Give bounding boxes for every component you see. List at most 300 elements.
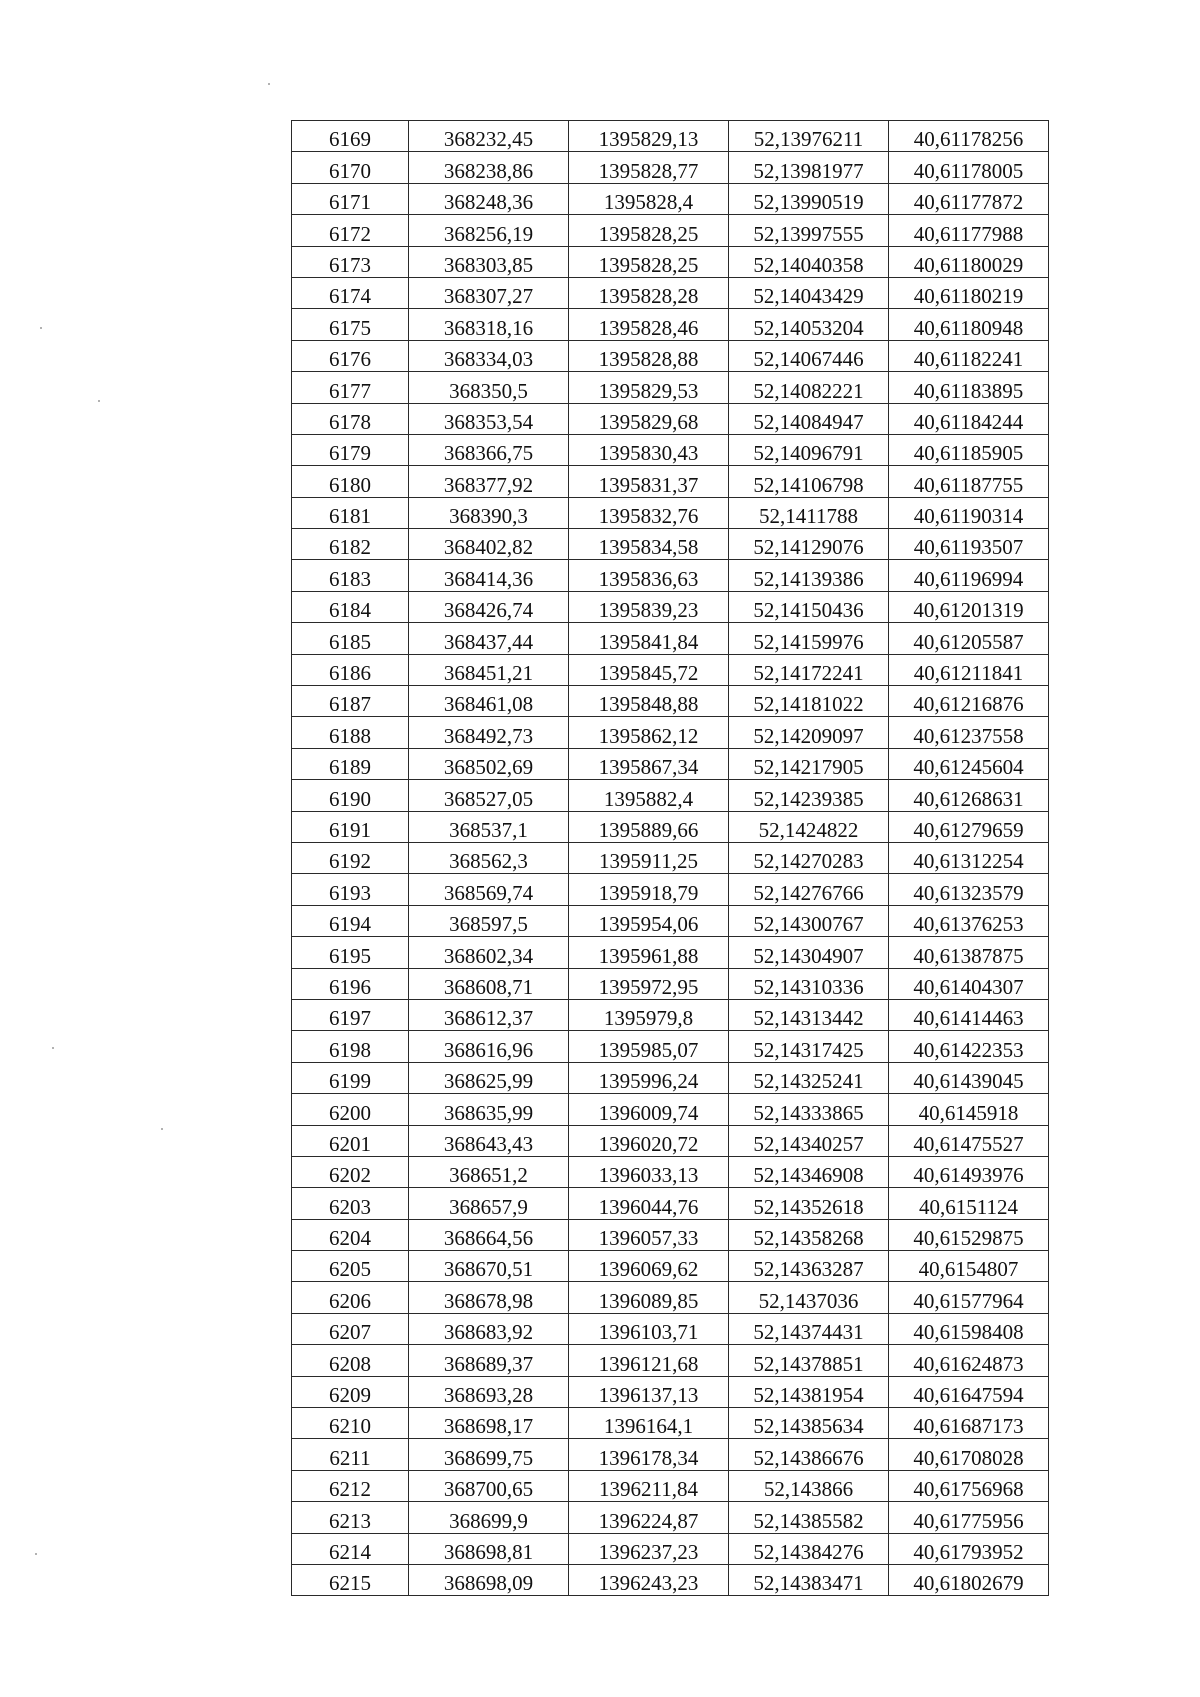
x-coordinate-cell <box>409 466 569 497</box>
y-coordinate-cell <box>569 780 729 811</box>
x-coordinate-cell <box>409 842 569 873</box>
cell-text: 1395831,37 <box>598 472 699 497</box>
x-coordinate-cell <box>409 748 569 779</box>
latitude-cell <box>729 1219 889 1250</box>
cell-text: 6194 <box>329 912 371 937</box>
cell-text: 40,61211841 <box>913 661 1024 686</box>
latitude-cell <box>729 1156 889 1187</box>
point-number-cell <box>292 1470 409 1501</box>
longitude-cell <box>889 1502 1049 1533</box>
y-coordinate-cell <box>569 1408 729 1439</box>
cell-text: 368303,85 <box>443 252 534 277</box>
y-coordinate-cell <box>569 497 729 528</box>
table-row <box>292 968 1049 999</box>
cell-text: 6169 <box>329 127 371 152</box>
cell-text: 52,14150436 <box>753 598 864 623</box>
table-row <box>292 372 1049 403</box>
longitude-cell <box>889 1125 1049 1156</box>
table-row <box>292 937 1049 968</box>
y-coordinate-cell <box>569 623 729 654</box>
y-coordinate-cell <box>569 1219 729 1250</box>
x-coordinate-cell <box>409 183 569 214</box>
scan-speck <box>268 83 270 85</box>
table-row <box>292 1345 1049 1376</box>
table-row <box>292 1282 1049 1313</box>
scan-speck <box>40 327 42 329</box>
point-number-cell <box>292 121 409 152</box>
cell-text: 368232,45 <box>443 127 534 152</box>
x-coordinate-cell <box>409 1345 569 1376</box>
cell-text: 368414,36 <box>443 566 534 591</box>
cell-text: 1395836,63 <box>598 566 699 591</box>
cell-text: 368657,9 <box>449 1194 528 1219</box>
x-coordinate-cell <box>409 1502 569 1533</box>
cell-text: 6208 <box>329 1351 371 1376</box>
x-coordinate-cell <box>409 1408 569 1439</box>
cell-text: 52,14358268 <box>753 1226 864 1251</box>
latitude-cell <box>729 560 889 591</box>
cell-text: 368366,75 <box>443 441 534 466</box>
cell-text: 6215 <box>329 1571 371 1596</box>
cell-text: 368377,92 <box>443 472 534 497</box>
y-coordinate-cell <box>569 560 729 591</box>
x-coordinate-cell <box>409 717 569 748</box>
longitude-cell <box>889 403 1049 434</box>
x-coordinate-cell <box>409 1470 569 1501</box>
cell-text: 368625,99 <box>443 1069 534 1094</box>
cell-text: 1395985,07 <box>598 1037 699 1062</box>
table-row <box>292 748 1049 779</box>
longitude-cell <box>889 183 1049 214</box>
cell-text: 368678,98 <box>443 1288 534 1313</box>
longitude-cell <box>889 1251 1049 1282</box>
cell-text: 40,61376253 <box>913 912 1024 937</box>
cell-text: 368683,92 <box>443 1320 534 1345</box>
point-number-cell <box>292 403 409 434</box>
cell-text: 6200 <box>329 1100 371 1125</box>
y-coordinate-cell <box>569 1439 729 1470</box>
cell-text: 368238,86 <box>443 158 534 183</box>
cell-text: 6207 <box>329 1320 371 1345</box>
cell-text: 52,1411788 <box>759 504 858 529</box>
cell-text: 40,61180948 <box>913 315 1024 340</box>
y-coordinate-cell <box>569 215 729 246</box>
cell-text: 368569,74 <box>443 880 534 905</box>
point-number-cell <box>292 277 409 308</box>
longitude-cell <box>889 121 1049 152</box>
cell-text: 1396103,71 <box>598 1320 699 1345</box>
cell-text: 368350,5 <box>449 378 528 403</box>
cell-text: 52,14384276 <box>753 1539 864 1564</box>
cell-text: 40,61802679 <box>913 1571 1024 1596</box>
cell-text: 40,61205587 <box>913 629 1024 654</box>
table-row <box>292 717 1049 748</box>
point-number-cell <box>292 905 409 936</box>
point-number-cell <box>292 340 409 371</box>
table-row <box>292 811 1049 842</box>
longitude-cell <box>889 340 1049 371</box>
y-coordinate-cell <box>569 121 729 152</box>
cell-text: 1395829,13 <box>598 127 699 152</box>
cell-text: 368527,05 <box>443 786 534 811</box>
cell-text: 1395828,28 <box>598 284 699 309</box>
y-coordinate-cell <box>569 309 729 340</box>
point-number-cell <box>292 1376 409 1407</box>
cell-text: 1395972,95 <box>598 974 699 999</box>
y-coordinate-cell <box>569 403 729 434</box>
table-row <box>292 874 1049 905</box>
longitude-cell <box>889 999 1049 1030</box>
cell-text: 6175 <box>329 315 371 340</box>
longitude-cell <box>889 623 1049 654</box>
cell-text: 52,13997555 <box>753 221 864 246</box>
cell-text: 6210 <box>329 1414 371 1439</box>
cell-text: 6197 <box>329 1006 371 1031</box>
cell-text: 52,14346908 <box>753 1163 864 1188</box>
point-number-cell <box>292 1188 409 1219</box>
cell-text: 368698,09 <box>443 1571 534 1596</box>
point-number-cell <box>292 686 409 717</box>
cell-text: 52,14067446 <box>753 347 864 372</box>
cell-text: 1395889,66 <box>598 817 699 842</box>
latitude-cell <box>729 1094 889 1125</box>
x-coordinate-cell <box>409 560 569 591</box>
latitude-cell <box>729 654 889 685</box>
cell-text: 40,61323579 <box>913 880 1024 905</box>
x-coordinate-cell <box>409 591 569 622</box>
x-coordinate-cell <box>409 905 569 936</box>
table-row <box>292 1564 1049 1595</box>
latitude-cell <box>729 215 889 246</box>
cell-text: 40,61493976 <box>913 1163 1024 1188</box>
cell-text: 6186 <box>329 661 371 686</box>
cell-text: 6187 <box>329 692 371 717</box>
cell-text: 1396057,33 <box>598 1226 699 1251</box>
y-coordinate-cell <box>569 717 729 748</box>
latitude-cell <box>729 1282 889 1313</box>
cell-text: 6176 <box>329 347 371 372</box>
point-number-cell <box>292 874 409 905</box>
latitude-cell <box>729 968 889 999</box>
coordinates-table-body <box>292 121 1049 1596</box>
cell-text: 52,143866 <box>763 1477 854 1502</box>
table-row <box>292 591 1049 622</box>
latitude-cell <box>729 466 889 497</box>
cell-text: 1395828,4 <box>603 190 694 215</box>
cell-text: 40,61268631 <box>913 786 1024 811</box>
x-coordinate-cell <box>409 1376 569 1407</box>
cell-text: 6214 <box>329 1539 371 1564</box>
point-number-cell <box>292 1439 409 1470</box>
cell-text: 52,14270283 <box>753 849 864 874</box>
point-number-cell <box>292 591 409 622</box>
cell-text: 52,1437036 <box>758 1288 859 1313</box>
cell-text: 368248,36 <box>443 190 534 215</box>
cell-text: 40,61216876 <box>913 692 1024 717</box>
x-coordinate-cell <box>409 874 569 905</box>
cell-text: 1395834,58 <box>598 535 699 560</box>
cell-text: 6192 <box>329 849 371 874</box>
x-coordinate-cell <box>409 215 569 246</box>
cell-text: 1396178,34 <box>598 1445 699 1470</box>
cell-text: 1395996,24 <box>598 1069 699 1094</box>
cell-text: 1395862,12 <box>598 723 699 748</box>
cell-text: 1395918,79 <box>598 880 699 905</box>
table-row <box>292 905 1049 936</box>
table-row <box>292 999 1049 1030</box>
latitude-cell <box>729 183 889 214</box>
cell-text: 368635,99 <box>443 1100 534 1125</box>
point-number-cell <box>292 1345 409 1376</box>
longitude-cell <box>889 309 1049 340</box>
cell-text: 6174 <box>329 284 371 309</box>
y-coordinate-cell <box>569 183 729 214</box>
cell-text: 40,61177872 <box>913 190 1024 215</box>
table-row <box>292 1313 1049 1344</box>
point-number-cell <box>292 1219 409 1250</box>
y-coordinate-cell <box>569 340 729 371</box>
longitude-cell <box>889 466 1049 497</box>
cell-text: 52,14325241 <box>753 1069 864 1094</box>
cell-text: 52,14333865 <box>753 1100 864 1125</box>
cell-text: 52,14310336 <box>753 974 864 999</box>
cell-text: 6181 <box>329 504 371 529</box>
y-coordinate-cell <box>569 654 729 685</box>
longitude-cell <box>889 1470 1049 1501</box>
y-coordinate-cell <box>569 434 729 465</box>
cell-text: 368616,96 <box>443 1037 534 1062</box>
cell-text: 40,61180029 <box>913 252 1024 277</box>
table-row <box>292 1439 1049 1470</box>
cell-text: 40,61183895 <box>913 378 1024 403</box>
point-number-cell <box>292 1251 409 1282</box>
longitude-cell <box>889 591 1049 622</box>
cell-text: 1396137,13 <box>598 1383 699 1408</box>
cell-text: 1396033,13 <box>598 1163 699 1188</box>
x-coordinate-cell <box>409 623 569 654</box>
cell-text: 40,61475527 <box>913 1131 1024 1156</box>
cell-text: 40,61756968 <box>913 1477 1024 1502</box>
cell-text: 1395828,77 <box>598 158 699 183</box>
cell-text: 40,61387875 <box>913 943 1024 968</box>
cell-text: 6202 <box>329 1163 371 1188</box>
cell-text: 368608,71 <box>443 974 534 999</box>
cell-text: 6196 <box>329 974 371 999</box>
point-number-cell <box>292 1533 409 1564</box>
point-number-cell <box>292 1408 409 1439</box>
point-number-cell <box>292 1062 409 1093</box>
cell-text: 1396069,62 <box>598 1257 699 1282</box>
cell-text: 6209 <box>329 1383 371 1408</box>
cell-text: 52,14217905 <box>753 755 864 780</box>
cell-text: 6170 <box>329 158 371 183</box>
cell-text: 52,14172241 <box>753 661 864 686</box>
cell-text: 1395828,88 <box>598 347 699 372</box>
latitude-cell <box>729 1470 889 1501</box>
y-coordinate-cell <box>569 686 729 717</box>
y-coordinate-cell <box>569 905 729 936</box>
cell-text: 6182 <box>329 535 371 560</box>
longitude-cell <box>889 1313 1049 1344</box>
point-number-cell <box>292 811 409 842</box>
y-coordinate-cell <box>569 1502 729 1533</box>
point-number-cell <box>292 466 409 497</box>
longitude-cell <box>889 1345 1049 1376</box>
cell-text: 1395832,76 <box>598 504 699 529</box>
x-coordinate-cell <box>409 277 569 308</box>
cell-text: 6184 <box>329 598 371 623</box>
table-row <box>292 246 1049 277</box>
longitude-cell <box>889 842 1049 873</box>
x-coordinate-cell <box>409 654 569 685</box>
x-coordinate-cell <box>409 1313 569 1344</box>
x-coordinate-cell <box>409 152 569 183</box>
longitude-cell <box>889 1031 1049 1062</box>
point-number-cell <box>292 780 409 811</box>
cell-text: 1395839,23 <box>598 598 699 623</box>
cell-text: 1395911,25 <box>599 849 698 874</box>
longitude-cell <box>889 560 1049 591</box>
point-number-cell <box>292 1125 409 1156</box>
y-coordinate-cell <box>569 999 729 1030</box>
cell-text: 6189 <box>329 755 371 780</box>
y-coordinate-cell <box>569 1345 729 1376</box>
cell-text: 40,61185905 <box>913 441 1024 466</box>
longitude-cell <box>889 717 1049 748</box>
table-row <box>292 560 1049 591</box>
cell-text: 1395979,8 <box>603 1006 694 1031</box>
cell-text: 40,61793952 <box>913 1539 1024 1564</box>
longitude-cell <box>889 654 1049 685</box>
y-coordinate-cell <box>569 937 729 968</box>
cell-text: 52,14317425 <box>753 1037 864 1062</box>
point-number-cell <box>292 246 409 277</box>
table-row <box>292 1062 1049 1093</box>
cell-text: 52,14276766 <box>753 880 864 905</box>
cell-text: 6193 <box>329 880 371 905</box>
cell-text: 52,13981977 <box>753 158 864 183</box>
table-row <box>292 121 1049 152</box>
table-row <box>292 842 1049 873</box>
x-coordinate-cell <box>409 529 569 560</box>
cell-text: 40,61312254 <box>913 849 1024 874</box>
cell-text: 368693,28 <box>443 1383 534 1408</box>
table-row <box>292 1156 1049 1187</box>
cell-text: 40,61404307 <box>913 974 1024 999</box>
cell-text: 52,14209097 <box>753 723 864 748</box>
cell-text: 40,61196994 <box>913 566 1024 591</box>
latitude-cell <box>729 874 889 905</box>
cell-text: 40,6145918 <box>918 1100 1019 1125</box>
cell-text: 368698,81 <box>443 1539 534 1564</box>
cell-text: 368402,82 <box>443 535 534 560</box>
latitude-cell <box>729 1376 889 1407</box>
cell-text: 6191 <box>329 817 371 842</box>
cell-text: 6198 <box>329 1037 371 1062</box>
point-number-cell <box>292 1502 409 1533</box>
cell-text: 368700,65 <box>443 1477 534 1502</box>
longitude-cell <box>889 152 1049 183</box>
cell-text: 1395867,34 <box>598 755 699 780</box>
y-coordinate-cell <box>569 842 729 873</box>
longitude-cell <box>889 1188 1049 1219</box>
cell-text: 40,61201319 <box>913 598 1024 623</box>
cell-text: 6190 <box>329 786 371 811</box>
y-coordinate-cell <box>569 1094 729 1125</box>
cell-text: 368390,3 <box>449 504 528 529</box>
longitude-cell <box>889 811 1049 842</box>
scan-speck <box>98 400 100 402</box>
latitude-cell <box>729 999 889 1030</box>
point-number-cell <box>292 529 409 560</box>
cell-text: 6201 <box>329 1131 371 1156</box>
longitude-cell <box>889 780 1049 811</box>
cell-text: 1395829,68 <box>598 409 699 434</box>
cell-text: 368602,34 <box>443 943 534 968</box>
table-row <box>292 1125 1049 1156</box>
latitude-cell <box>729 1313 889 1344</box>
cell-text: 40,61422353 <box>913 1037 1024 1062</box>
table-row <box>292 1094 1049 1125</box>
x-coordinate-cell <box>409 1533 569 1564</box>
cell-text: 52,14181022 <box>753 692 864 717</box>
latitude-cell <box>729 121 889 152</box>
cell-text: 1396243,23 <box>598 1571 699 1596</box>
point-number-cell <box>292 1156 409 1187</box>
point-number-cell <box>292 748 409 779</box>
table-row <box>292 309 1049 340</box>
coordinates-table <box>291 120 1049 1596</box>
cell-text: 52,14084947 <box>753 409 864 434</box>
x-coordinate-cell <box>409 246 569 277</box>
latitude-cell <box>729 1533 889 1564</box>
cell-text: 40,61624873 <box>913 1351 1024 1376</box>
point-number-cell <box>292 152 409 183</box>
x-coordinate-cell <box>409 1282 569 1313</box>
cell-text: 368502,69 <box>443 755 534 780</box>
cell-text: 1395954,06 <box>598 912 699 937</box>
table-row <box>292 403 1049 434</box>
x-coordinate-cell <box>409 497 569 528</box>
scan-speck <box>35 1553 37 1555</box>
cell-text: 1395828,25 <box>598 252 699 277</box>
table-row <box>292 434 1049 465</box>
cell-text: 52,14352618 <box>753 1194 864 1219</box>
x-coordinate-cell <box>409 434 569 465</box>
cell-text: 40,61647594 <box>913 1383 1024 1408</box>
cell-text: 40,61598408 <box>913 1320 1024 1345</box>
table-row <box>292 1533 1049 1564</box>
latitude-cell <box>729 1125 889 1156</box>
cell-text: 1396164,1 <box>603 1414 694 1439</box>
table-row <box>292 1031 1049 1062</box>
cell-text: 6211 <box>329 1445 371 1470</box>
table-row <box>292 1219 1049 1250</box>
cell-text: 6180 <box>329 472 371 497</box>
y-coordinate-cell <box>569 1062 729 1093</box>
point-number-cell <box>292 842 409 873</box>
x-coordinate-cell <box>409 1219 569 1250</box>
y-coordinate-cell <box>569 874 729 905</box>
cell-text: 368451,21 <box>443 661 534 686</box>
cell-text: 368612,37 <box>443 1006 534 1031</box>
cell-text: 40,61687173 <box>913 1414 1024 1439</box>
point-number-cell <box>292 372 409 403</box>
y-coordinate-cell <box>569 529 729 560</box>
x-coordinate-cell <box>409 309 569 340</box>
longitude-cell <box>889 1094 1049 1125</box>
cell-text: 52,14040358 <box>753 252 864 277</box>
